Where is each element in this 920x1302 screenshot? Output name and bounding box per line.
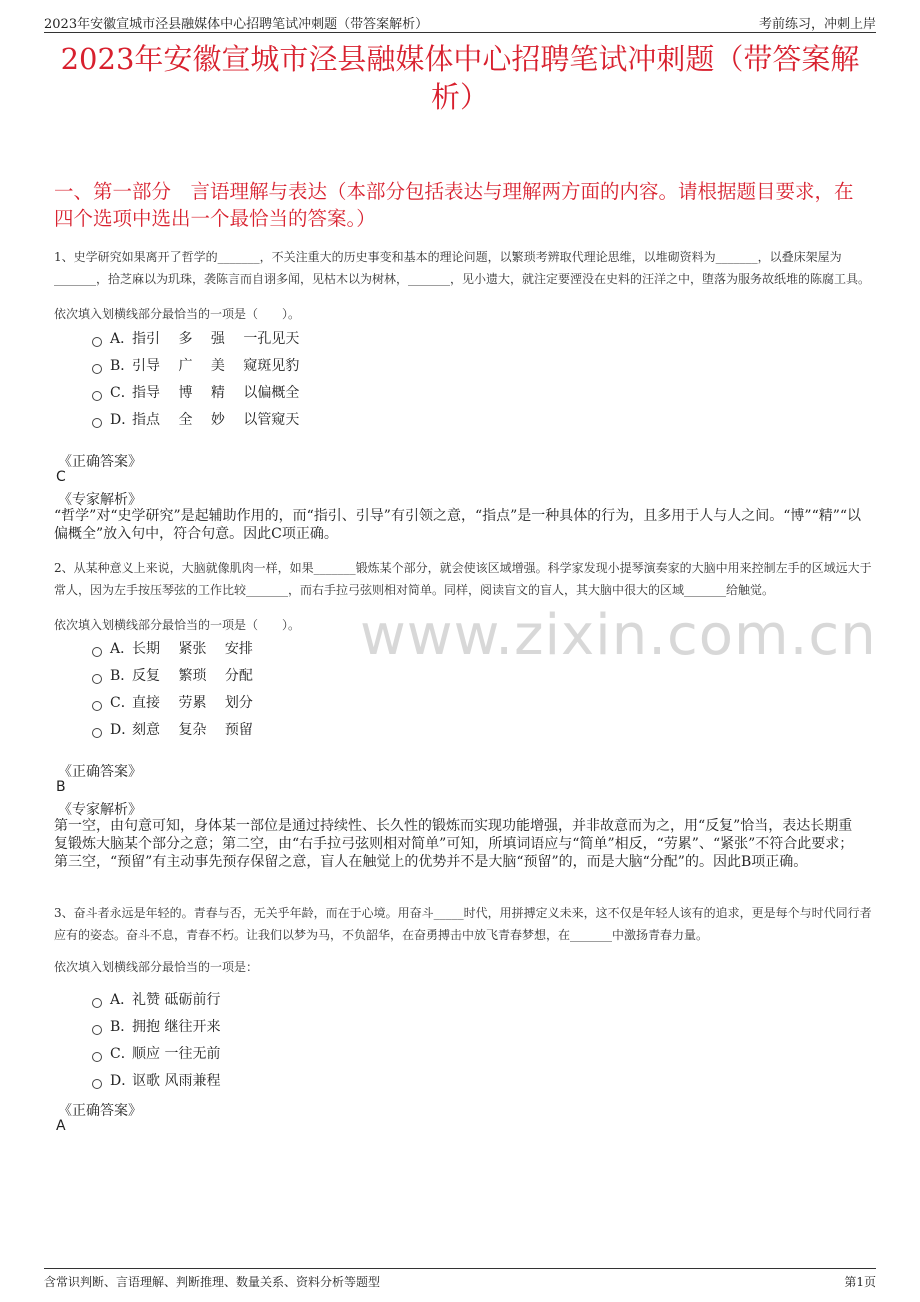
radio-icon[interactable]: [92, 337, 102, 347]
explain-text: 第一空，由句意可知，身体某一部位是通过持续性、长久性的锻炼而实现功能增强，并非故意而为之，用“反复”恰当，表达长期重复锻炼大脑某个部分之意；第二空，由“右手拉弓弦则相对简单”可知，所填词语应与“简单”相反，“劳累”、“紧张”不符合此要求；第三空，“预留”有主动事先预存保留之意，盲人在触觉上的优势并不是大脑“预留”的，而是大脑“分配”的。因此B项正确。: [54, 818, 854, 870]
option-letter: B．: [110, 1018, 135, 1035]
option-a[interactable]: [92, 324, 299, 351]
radio-icon[interactable]: [92, 391, 102, 401]
question-1-options: [92, 324, 299, 432]
radio-icon[interactable]: [92, 1052, 102, 1062]
answer-label: 《正确答案》: [58, 1103, 142, 1119]
option-text: 反复 繁琐 分配: [132, 667, 253, 684]
section-heading: 一、第一部分 言语理解与表达（本部分包括表达与理解两方面的内容。请根据题目要求，在四个选项中选出一个最恰当的答案。）: [54, 180, 854, 230]
answer-label: 《正确答案》: [58, 764, 142, 780]
option-text: 指点 全 妙 以管窥天: [132, 411, 300, 428]
option-d[interactable]: [92, 715, 253, 742]
option-letter: C．: [110, 384, 135, 401]
document-title: 2023年安徽宣城市泾县融媒体中心招聘笔试冲刺题（带答案解析）: [60, 42, 860, 114]
option-text: 顺应 一往无前: [132, 1045, 221, 1062]
option-letter: D．: [110, 721, 136, 738]
option-letter: C．: [110, 1045, 135, 1062]
option-text: 礼赞 砥砺前行: [132, 991, 221, 1008]
option-letter: D．: [110, 1072, 136, 1089]
page-header: [44, 10, 876, 33]
radio-icon[interactable]: [92, 701, 102, 711]
question-2-options: [92, 634, 253, 742]
answer-value: C: [56, 469, 66, 485]
answer-value: B: [56, 779, 66, 795]
option-c[interactable]: [92, 688, 253, 715]
option-letter: B．: [110, 357, 135, 374]
option-letter: A．: [110, 640, 135, 657]
option-c[interactable]: [92, 378, 299, 405]
option-d[interactable]: [92, 405, 299, 432]
radio-icon[interactable]: [92, 364, 102, 374]
option-letter: C．: [110, 694, 135, 711]
radio-icon[interactable]: [92, 1025, 102, 1035]
explain-label: 《专家解析》: [58, 802, 142, 818]
option-letter: A．: [110, 991, 135, 1008]
radio-icon[interactable]: [92, 998, 102, 1008]
question-1-text: 1、史学研究如果离开了哲学的_______，不关注重大的历史事变和基本的理论问题，以繁琐考辨取代理论思维，以堆砌资料为_______，以叠床架屋为_______，拾芝麻以为玑珠，袭陈言而自诩多闻，见枯木以为树林，_______，见小遗大，就注定要湮没在史料的汪洋之中，堕落为服务故纸堆的陈腐工具。: [54, 250, 871, 286]
explain-label: 《专家解析》: [58, 492, 142, 508]
option-text: 引导 广 美 窥斑见豹: [132, 357, 300, 374]
explain-text: “哲学”对“史学研究”是起辅助作用的，而“指引、引导”有引领之意，“指点”是一种具体的行为，且多用于人与人之间。“博”“精”“以偏概全”放入句中，符合句意。因此C项正确。: [54, 508, 862, 542]
option-b[interactable]: [92, 1012, 220, 1039]
question-3-prompt: 依次填入划横线部分最恰当的一项是：: [54, 960, 259, 974]
option-b[interactable]: [92, 661, 253, 688]
option-text: 长期 紧张 安排: [132, 640, 253, 657]
option-text: 拥抱 继往开来: [132, 1018, 221, 1035]
option-d[interactable]: [92, 1066, 220, 1093]
option-text: 指导 博 精 以偏概全: [132, 384, 300, 401]
header-doc-title: 2023年安徽宣城市泾县融媒体中心招聘笔试冲刺题（带答案解析）: [44, 17, 429, 32]
radio-icon[interactable]: [92, 674, 102, 684]
answer-value: A: [56, 1118, 66, 1134]
footer-description: 含常识判断、言语理解、判断推理、数量关系、资料分析等题型: [44, 1275, 381, 1289]
page-number: 第1页: [844, 1275, 876, 1289]
answer-label: 《正确答案》: [58, 454, 142, 470]
question-2-prompt: 依次填入划横线部分最恰当的一项是（ ）。: [54, 618, 301, 632]
option-text: 刻意 复杂 预留: [132, 721, 253, 738]
header-slogan: 考前练习，冲刺上岸: [758, 17, 876, 32]
option-letter: D．: [110, 411, 136, 428]
question-1-prompt: 依次填入划横线部分最恰当的一项是（ ）。: [54, 307, 301, 321]
radio-icon[interactable]: [92, 647, 102, 657]
option-text: 讴歌 风雨兼程: [132, 1072, 221, 1089]
option-letter: B．: [110, 667, 135, 684]
page-footer: [44, 1268, 876, 1293]
option-text: 直接 劳累 划分: [132, 694, 253, 711]
option-a[interactable]: [92, 985, 220, 1012]
question-2-text: 2、从某种意义上来说，大脑就像肌肉一样，如果_______锻炼某个部分，就会使该区域增强。科学家发现小提琴演奏家的大脑中用来控制左手的区域远大于常人，因为左手按压琴弦的工作比较_______，而右手拉弓弦则相对简单。同样，阅读盲文的盲人，其大脑中很大的区域_______给触觉。: [54, 561, 872, 597]
question-3-options: [92, 985, 220, 1093]
watermark: www.zixin.com.cn: [360, 603, 877, 668]
radio-icon[interactable]: [92, 728, 102, 738]
option-b[interactable]: [92, 351, 299, 378]
radio-icon[interactable]: [92, 1079, 102, 1089]
option-a[interactable]: [92, 634, 253, 661]
radio-icon[interactable]: [92, 418, 102, 428]
question-3-text: 3、奋斗者永远是年轻的。青春与否，无关乎年龄，而在于心境。用奋斗_____时代，用拼搏定义未来，这不仅是年轻人该有的追求，更是每个与时代同行者应有的姿态。奋斗不息，青春不朽。让我们以梦为马，不负韶华，在奋勇搏击中放飞青春梦想，在_______中激扬青春力量。: [54, 906, 872, 942]
option-text: 指引 多 强 一孔见天: [132, 330, 300, 347]
option-letter: A．: [110, 330, 135, 347]
option-c[interactable]: [92, 1039, 220, 1066]
